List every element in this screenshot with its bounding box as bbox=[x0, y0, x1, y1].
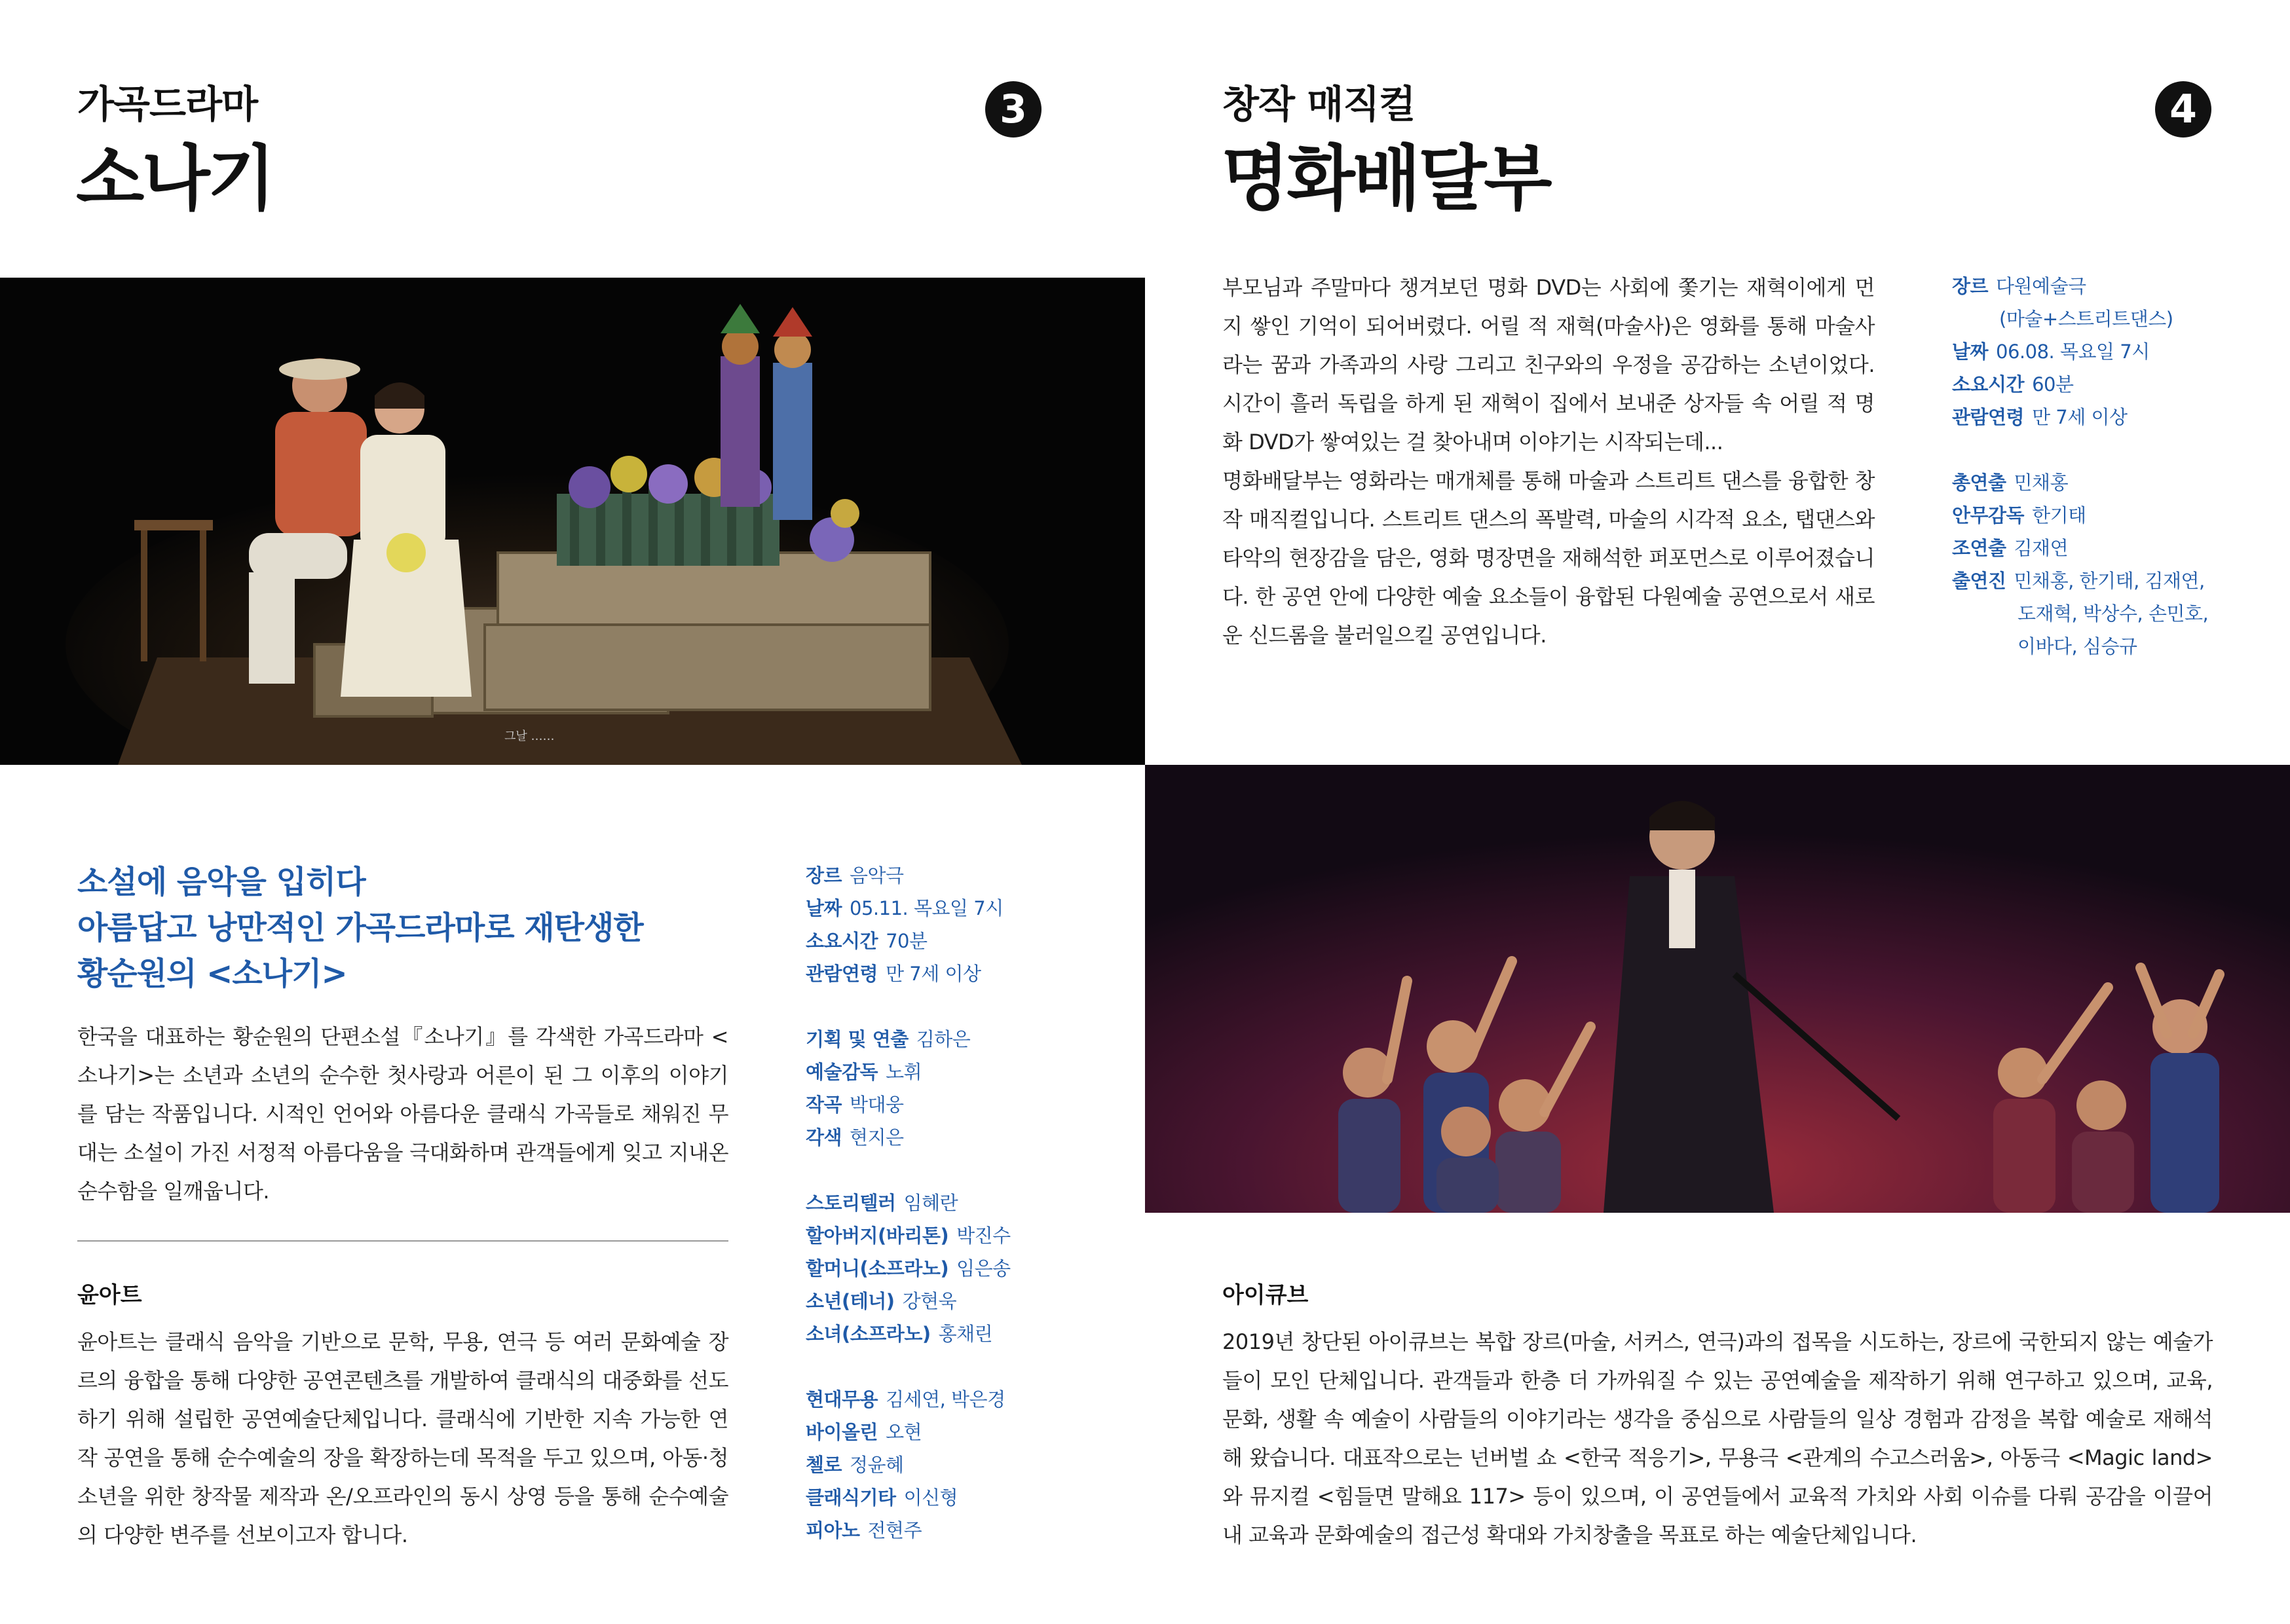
info-row bbox=[1952, 303, 2253, 335]
info-label: 각색 bbox=[806, 1126, 842, 1149]
info-label: 예술감독 bbox=[806, 1061, 878, 1083]
info-value: 민채홍, 한기태, 김재연, bbox=[2014, 570, 2205, 592]
info-value: 임혜란 bbox=[903, 1192, 958, 1214]
info-row bbox=[806, 1219, 1107, 1252]
info-label: 장르 bbox=[1952, 275, 1989, 297]
info-value: 만 7세 이상 bbox=[2032, 406, 2128, 428]
info-label: 조연출 bbox=[1952, 537, 2006, 559]
info-label: 출연진 bbox=[1952, 570, 2006, 592]
info-label: 안무감독 bbox=[1952, 504, 2025, 526]
left-info-panel bbox=[806, 859, 1107, 1547]
info-row bbox=[806, 957, 1107, 990]
info-label: 관람연령 bbox=[806, 963, 878, 985]
info-label: 소녀(소프라노) bbox=[806, 1323, 931, 1345]
info-row bbox=[1952, 466, 2253, 499]
info-value: 김재연 bbox=[2014, 537, 2069, 559]
info-row bbox=[806, 1023, 1107, 1056]
info-value: 한기태 bbox=[2032, 504, 2086, 526]
info-row bbox=[806, 1121, 1107, 1154]
right-subtitle: 창작 매직컬 bbox=[1222, 82, 1416, 126]
right-info-panel bbox=[1952, 270, 2253, 663]
info-label: 스토리텔러 bbox=[806, 1192, 896, 1214]
info-value: 민채홍 bbox=[2014, 471, 2069, 494]
right-number-badge: 4 bbox=[2155, 81, 2211, 138]
info-value: 음악극 bbox=[850, 864, 904, 887]
left-number-badge: 3 bbox=[985, 81, 1042, 138]
info-row bbox=[1952, 335, 2253, 368]
info-row bbox=[806, 1285, 1107, 1318]
info-label: 날짜 bbox=[1952, 341, 1989, 363]
info-row bbox=[806, 1187, 1107, 1219]
right-description-paragraph-2: 명화배달부는 영화라는 매개체를 통해 마술과 스트리트 댄스를 융합한 창작 매직컬입니다. 스트리트 댄스의 폭발력, 마술의 시각적 요소, 탭댄스와 타악의 현장감을 담은, 영화 명장면을 재해석한 퍼포먼스로 이루어졌습니다. 한 공연 안에 다양한 예술 요소들이 융합된 다원예술 공연으로서 새로운 신드롬을 불러일으킬 공연입니다. bbox=[1222, 468, 1875, 648]
magic-dance-photo bbox=[1145, 765, 2290, 1213]
sonagi-stage-photo bbox=[0, 278, 1145, 765]
info-value: 박대웅 bbox=[850, 1094, 904, 1116]
info-value: 현지은 bbox=[850, 1126, 904, 1149]
info-label: 소요시간 bbox=[1952, 373, 2025, 396]
info-value: 전현주 bbox=[867, 1519, 922, 1541]
info-value: 김세연, 박은경 bbox=[886, 1388, 1005, 1411]
info-label: 할아버지(바리톤) bbox=[806, 1225, 949, 1247]
info-label: 날짜 bbox=[806, 897, 842, 919]
info-label: 기획 및 연출 bbox=[806, 1028, 909, 1050]
info-value: 박진수 bbox=[956, 1225, 1011, 1247]
info-value: 노휘 bbox=[886, 1061, 922, 1083]
info-label: 현대무용 bbox=[806, 1388, 878, 1411]
info-label: 총연출 bbox=[1952, 471, 2006, 494]
info-row bbox=[1952, 564, 2253, 597]
left-subtitle: 가곡드라마 bbox=[77, 82, 258, 126]
info-row bbox=[1952, 270, 2253, 303]
info-row bbox=[806, 1252, 1107, 1285]
info-row bbox=[1952, 597, 2253, 630]
right-company-description: 2019년 창단된 아이큐브는 복합 장르(마술, 서커스, 연극)과의 접목을 시도하는, 장르에 국한되지 않는 예술가들이 모인 단체입니다. 관객들과 한층 더 가까워질 수 있는 공연예술을 제작하기 위해 연구하고 있으며, 교육, 문화, 생활 속 예술이 사람들의 이야기라는 생각을 중심으로 사람들의 일상 경험과 감정을 복합 예술로 재해석해 왔습니다. 대표작으로는 넌버벌 쇼 <한국 적응기>, 무용극 <관계의 수고스러움>, 아동극 <Magic land>와 뮤지컬 <힘들면 말해요 117> 등이 있으며, 이 공연들에서 교육적 가치와 사회 이슈를 다뤄 공감을 이끌어내 교육과 문화예술의 접근성 확대와 가치창출을 목표로 하는 예술단체입니다. bbox=[1222, 1329, 2213, 1547]
info-row bbox=[806, 1416, 1107, 1449]
info-value: 강현욱 bbox=[902, 1290, 957, 1312]
headline-line: 아름답고 낭만적인 가곡드라마로 재탄생한 bbox=[77, 910, 643, 946]
info-row bbox=[1952, 368, 2253, 401]
info-value: 도재혁, 박상수, 손민호, bbox=[2018, 602, 2209, 625]
info-label: 소요시간 bbox=[806, 930, 878, 952]
info-row bbox=[806, 925, 1107, 957]
info-label: 할머니(소프라노) bbox=[806, 1257, 949, 1280]
info-value: 오현 bbox=[886, 1421, 922, 1443]
info-row bbox=[806, 1514, 1107, 1547]
info-value: 만 7세 이상 bbox=[886, 963, 981, 985]
info-value: 06.08. 목요일 7시 bbox=[1996, 341, 2150, 363]
info-label: 작곡 bbox=[806, 1094, 842, 1116]
info-row bbox=[806, 1383, 1107, 1416]
info-row bbox=[1952, 630, 2253, 663]
left-company-name: 윤아트 bbox=[77, 1282, 142, 1308]
info-label: 피아노 bbox=[806, 1519, 860, 1541]
headline-line: 황순원의 <소나기> bbox=[77, 955, 347, 992]
headline-line: 소설에 음악을 입히다 bbox=[77, 864, 366, 900]
left-description: 한국을 대표하는 황순원의 단편소설『소나기』를 각색한 가곡드라마 <소나기>는 소년과 소년의 순수한 첫사랑과 어른이 된 그 이후의 이야기를 담는 작품입니다. 시적인 언어와 아름다운 클래식 가곡들로 채워진 무대는 소설이 가진 서정적 아름다움을 극대화하며 관객들에게 잊고 지내온 순수함을 일깨웁니다. bbox=[77, 1024, 728, 1204]
info-row bbox=[806, 1318, 1107, 1350]
info-value: 다원예술극 bbox=[1996, 275, 2086, 297]
info-value: 정윤혜 bbox=[850, 1454, 904, 1476]
info-row bbox=[806, 1481, 1107, 1514]
info-value: 홍채린 bbox=[938, 1323, 993, 1345]
info-value: 김하은 bbox=[916, 1028, 971, 1050]
stage-scene-illustration bbox=[0, 278, 1145, 765]
info-row bbox=[806, 1449, 1107, 1481]
info-label: 클래식기타 bbox=[806, 1486, 896, 1509]
info-value: 이신형 bbox=[903, 1486, 958, 1509]
info-value: 05.11. 목요일 7시 bbox=[850, 897, 1004, 919]
info-label: 장르 bbox=[806, 864, 842, 887]
photo-subtitle-caption: 그날 …… bbox=[504, 729, 555, 743]
info-label: 첼로 bbox=[806, 1454, 842, 1476]
right-description-paragraph-1: 부모님과 주말마다 챙겨보던 명화 DVD는 사회에 쫓기는 재혁이에게 먼지 쌓인 기억이 되어버렸다. 어릴 적 재혁(마술사)은 영화를 통해 마술사라는 꿈과 가족과의 사랑 그리고 친구와의 우정을 공감하는 소년이었다. 시간이 흘러 독립을 하게 된 재혁이 집에서 보내준 상자들 속 어릴 적 명화 DVD가 쌓여있는 걸 찾아내며 이야기는 시작되는데... bbox=[1222, 275, 1875, 454]
info-value: (마술+스트리트댄스) bbox=[1999, 308, 2173, 330]
left-title: 소나기 bbox=[76, 138, 273, 220]
info-row bbox=[1952, 532, 2253, 564]
info-label: 관람연령 bbox=[1952, 406, 2025, 428]
dance-scene-illustration bbox=[1145, 765, 2290, 1213]
left-headline bbox=[77, 859, 765, 997]
info-row bbox=[806, 1056, 1107, 1088]
left-company-description: 윤아트는 클래식 음악을 기반으로 문학, 무용, 연극 등 여러 문화예술 장르의 융합을 통해 다양한 공연콘텐츠를 개발하여 클래식의 대중화를 선도하기 위해 설립한 공연예술단체입니다. 클래식에 기반한 지속 가능한 연작 공연을 통해 순수예술의 장을 확장하는데 목적을 두고 있으며, 아동·청소년을 위한 창작물 제작과 온/오프라인의 동시 상영 등을 통해 순수예술의 다양한 변주를 선보이고자 합니다. bbox=[77, 1329, 728, 1547]
info-label: 바이올린 bbox=[806, 1421, 878, 1443]
info-row bbox=[1952, 499, 2253, 532]
info-row bbox=[806, 859, 1107, 892]
right-company-name: 아이큐브 bbox=[1222, 1282, 1309, 1308]
left-section-divider bbox=[77, 1240, 728, 1242]
info-row bbox=[806, 892, 1107, 925]
info-value: 임은송 bbox=[956, 1257, 1011, 1280]
info-row bbox=[806, 1088, 1107, 1121]
right-title: 명화배달부 bbox=[1221, 138, 1550, 220]
info-value: 60분 bbox=[2032, 373, 2074, 396]
info-value: 70분 bbox=[886, 930, 928, 952]
right-description bbox=[1222, 268, 1875, 655]
info-label: 소년(테너) bbox=[806, 1290, 895, 1312]
info-value: 이바다, 심승규 bbox=[2018, 635, 2137, 657]
info-row bbox=[1952, 401, 2253, 434]
